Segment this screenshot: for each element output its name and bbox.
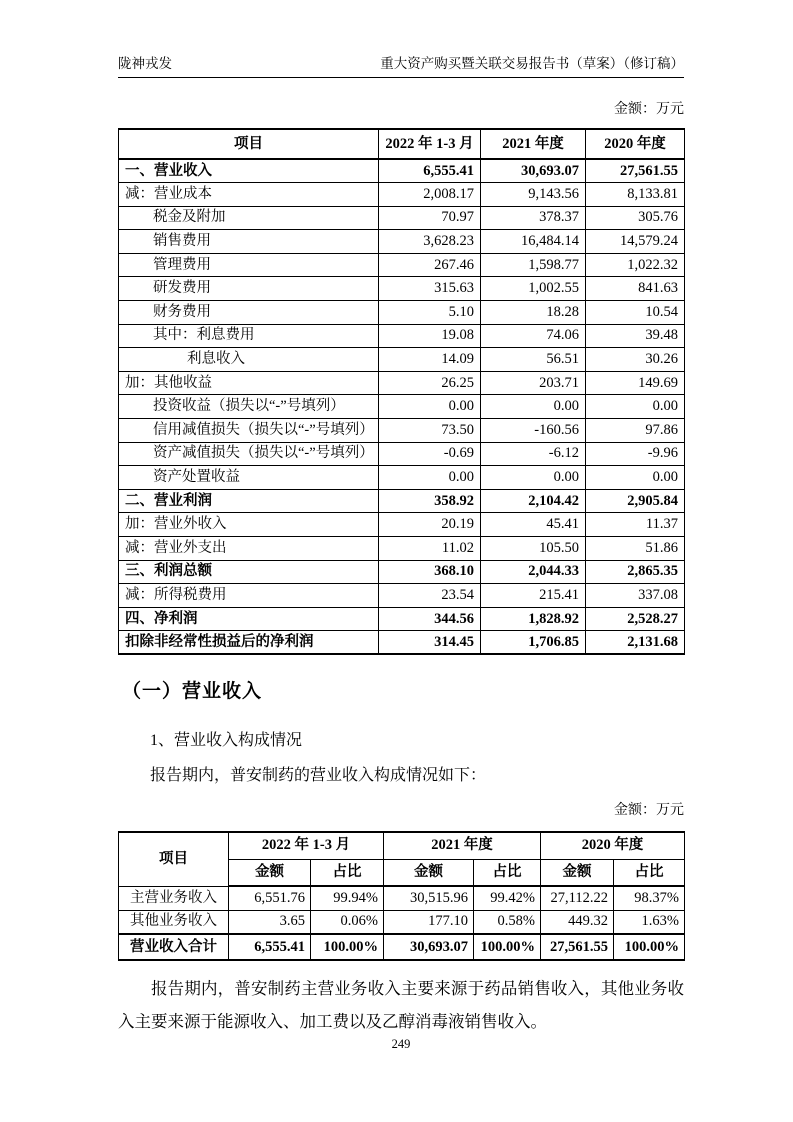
row-value: 3,628.23 <box>379 230 481 254</box>
column-header-2021: 2021 年度 <box>384 832 541 859</box>
row-value: -160.56 <box>481 419 586 443</box>
row-value: 2,905.84 <box>586 489 685 513</box>
row-value: 74.06 <box>481 324 586 348</box>
row-value: 11.37 <box>586 513 685 537</box>
unit-note-top: 金额：万元 <box>614 102 684 117</box>
revenue-composition-tbody <box>119 886 685 960</box>
row-value: 449.32 <box>541 910 614 934</box>
table-row <box>119 442 685 466</box>
column-header-item: 项目 <box>119 129 379 159</box>
row-value: 2,044.33 <box>481 560 586 584</box>
row-value: 27,561.55 <box>586 159 685 183</box>
row-label: 资产处置收益 <box>119 466 379 490</box>
row-value: 358.92 <box>379 489 481 513</box>
row-value: 100.00% <box>474 934 541 960</box>
row-label: 销售费用 <box>119 230 379 254</box>
row-value: 27,112.22 <box>541 886 614 910</box>
row-value: 314.45 <box>379 631 481 655</box>
table-row <box>119 277 685 301</box>
row-value: 26.25 <box>379 371 481 395</box>
row-label: 四、净利润 <box>119 607 379 631</box>
revenue-header-row-periods <box>119 832 685 859</box>
table-row <box>119 631 685 655</box>
column-header-share: 占比 <box>311 859 384 886</box>
table-row <box>119 230 685 254</box>
section-heading: （一）营业收入 <box>122 681 263 702</box>
table-row <box>119 206 685 230</box>
table-row <box>119 159 685 183</box>
table-row <box>119 301 685 325</box>
table-row <box>119 607 685 631</box>
row-value: 2,865.35 <box>586 560 685 584</box>
row-value: 0.00 <box>379 395 481 419</box>
row-value: 98.37% <box>614 886 685 910</box>
row-value: 1,002.55 <box>481 277 586 301</box>
table-row <box>119 910 685 934</box>
row-value: 105.50 <box>481 537 586 561</box>
row-label: 主营业务收入 <box>119 886 229 910</box>
row-label: 管理费用 <box>119 253 379 277</box>
unit-note-mid: 金额：万元 <box>614 803 684 818</box>
row-value: -9.96 <box>586 442 685 466</box>
row-value: 70.97 <box>379 206 481 230</box>
row-value: 177.10 <box>384 910 474 934</box>
column-header-share: 占比 <box>474 859 541 886</box>
row-value: -0.69 <box>379 442 481 466</box>
row-label: 利息收入 <box>119 348 379 372</box>
row-value: 20.19 <box>379 513 481 537</box>
table-row <box>119 489 685 513</box>
row-value: 16,484.14 <box>481 230 586 254</box>
closing-paragraph: 报告期内，普安制药主营业务收入主要来源于药品销售收入，其他业务收入主要来源于能源收入、加工费以及乙醇消毒液销售收入。 <box>118 979 684 1031</box>
row-value: 23.54 <box>379 584 481 608</box>
sub-heading: 1、营业收入构成情况 <box>150 732 303 749</box>
running-head-left: 陇神戎发 <box>118 56 172 71</box>
column-header-2020: 2020 年度 <box>586 129 685 159</box>
table-row <box>119 348 685 372</box>
row-value: 378.37 <box>481 206 586 230</box>
row-value: 27,561.55 <box>541 934 614 960</box>
column-header-2020: 2020 年度 <box>541 832 685 859</box>
column-header-amount: 金额 <box>384 859 474 886</box>
row-label: 信用减值损失（损失以“-”号填列） <box>119 419 379 443</box>
row-label: 财务费用 <box>119 301 379 325</box>
row-value: 305.76 <box>586 206 685 230</box>
column-header-amount: 金额 <box>229 859 311 886</box>
row-value: 100.00% <box>614 934 685 960</box>
row-value: 99.42% <box>474 886 541 910</box>
row-label: 减：所得税费用 <box>119 584 379 608</box>
row-value: 841.63 <box>586 277 685 301</box>
row-value: 6,551.76 <box>229 886 311 910</box>
table-row <box>119 183 685 207</box>
row-value: 0.00 <box>481 395 586 419</box>
row-value: 39.48 <box>586 324 685 348</box>
column-header-2022q1: 2022 年 1-3 月 <box>379 129 481 159</box>
row-value: 2,131.68 <box>586 631 685 655</box>
revenue-composition-table <box>118 831 685 961</box>
row-label: 扣除非经常性损益后的净利润 <box>119 631 379 655</box>
row-value: 30.26 <box>586 348 685 372</box>
row-value: 1,022.32 <box>586 253 685 277</box>
row-value: 73.50 <box>379 419 481 443</box>
row-label: 二、营业利润 <box>119 489 379 513</box>
row-value: 0.00 <box>586 395 685 419</box>
table-row <box>119 513 685 537</box>
row-value: 19.08 <box>379 324 481 348</box>
row-label: 研发费用 <box>119 277 379 301</box>
row-value: 14,579.24 <box>586 230 685 254</box>
row-value: 14.09 <box>379 348 481 372</box>
row-value: 30,693.07 <box>384 934 474 960</box>
table-row <box>119 253 685 277</box>
row-value: 9,143.56 <box>481 183 586 207</box>
row-value: 2,104.42 <box>481 489 586 513</box>
row-value: 315.63 <box>379 277 481 301</box>
table-row <box>119 324 685 348</box>
running-head-right: 重大资产购买暨关联交易报告书（草案）（修订稿） <box>380 56 684 71</box>
row-value: 368.10 <box>379 560 481 584</box>
row-label: 加：营业外收入 <box>119 513 379 537</box>
row-label: 三、利润总额 <box>119 560 379 584</box>
row-value: 267.46 <box>379 253 481 277</box>
row-value: 97.86 <box>586 419 685 443</box>
table-row <box>119 934 685 960</box>
row-value: 0.00 <box>481 466 586 490</box>
row-value: 18.28 <box>481 301 586 325</box>
row-value: 1,706.85 <box>481 631 586 655</box>
row-value: 1,598.77 <box>481 253 586 277</box>
page-number: 249 <box>391 1037 411 1051</box>
column-header-2021: 2021 年度 <box>481 129 586 159</box>
row-label: 营业收入合计 <box>119 934 229 960</box>
row-value: 3.65 <box>229 910 311 934</box>
income-statement-header-row <box>119 129 685 159</box>
table-row <box>119 886 685 910</box>
table-row <box>119 560 685 584</box>
row-value: 215.41 <box>481 584 586 608</box>
row-value: 51.86 <box>586 537 685 561</box>
row-value: 100.00% <box>311 934 384 960</box>
column-header-amount: 金额 <box>541 859 614 886</box>
row-value: 56.51 <box>481 348 586 372</box>
row-value: 99.94% <box>311 886 384 910</box>
row-value: 45.41 <box>481 513 586 537</box>
running-head <box>118 52 684 78</box>
row-value: 6,555.41 <box>379 159 481 183</box>
row-value: 11.02 <box>379 537 481 561</box>
row-value: -6.12 <box>481 442 586 466</box>
row-value: 10.54 <box>586 301 685 325</box>
row-label: 其中：利息费用 <box>119 324 379 348</box>
table-row <box>119 395 685 419</box>
table-row <box>119 371 685 395</box>
row-label: 其他业务收入 <box>119 910 229 934</box>
row-label: 减：营业外支出 <box>119 537 379 561</box>
row-label: 加：其他收益 <box>119 371 379 395</box>
row-label: 一、营业收入 <box>119 159 379 183</box>
row-value: 1.63% <box>614 910 685 934</box>
row-value: 30,515.96 <box>384 886 474 910</box>
row-value: 5.10 <box>379 301 481 325</box>
row-value: 2,008.17 <box>379 183 481 207</box>
column-header-2022q1: 2022 年 1-3 月 <box>229 832 384 859</box>
row-value: 0.06% <box>311 910 384 934</box>
column-header-share: 占比 <box>614 859 685 886</box>
income-statement-table <box>118 128 685 655</box>
income-statement-tbody <box>119 159 685 654</box>
column-header-item: 项目 <box>119 832 229 886</box>
row-value: 0.58% <box>474 910 541 934</box>
row-label: 减：营业成本 <box>119 183 379 207</box>
row-value: 337.08 <box>586 584 685 608</box>
row-value: 344.56 <box>379 607 481 631</box>
row-label: 税金及附加 <box>119 206 379 230</box>
table-row <box>119 419 685 443</box>
row-value: 30,693.07 <box>481 159 586 183</box>
row-value: 0.00 <box>379 466 481 490</box>
intro-paragraph: 报告期内，普安制药的营业收入构成情况如下： <box>150 767 487 784</box>
row-value: 149.69 <box>586 371 685 395</box>
table-row <box>119 584 685 608</box>
table-row <box>119 466 685 490</box>
row-label: 资产减值损失（损失以“-”号填列） <box>119 442 379 466</box>
row-value: 6,555.41 <box>229 934 311 960</box>
row-value: 0.00 <box>586 466 685 490</box>
row-label: 投资收益（损失以“-”号填列） <box>119 395 379 419</box>
row-value: 2,528.27 <box>586 607 685 631</box>
row-value: 203.71 <box>481 371 586 395</box>
table-row <box>119 537 685 561</box>
row-value: 1,828.92 <box>481 607 586 631</box>
row-value: 8,133.81 <box>586 183 685 207</box>
